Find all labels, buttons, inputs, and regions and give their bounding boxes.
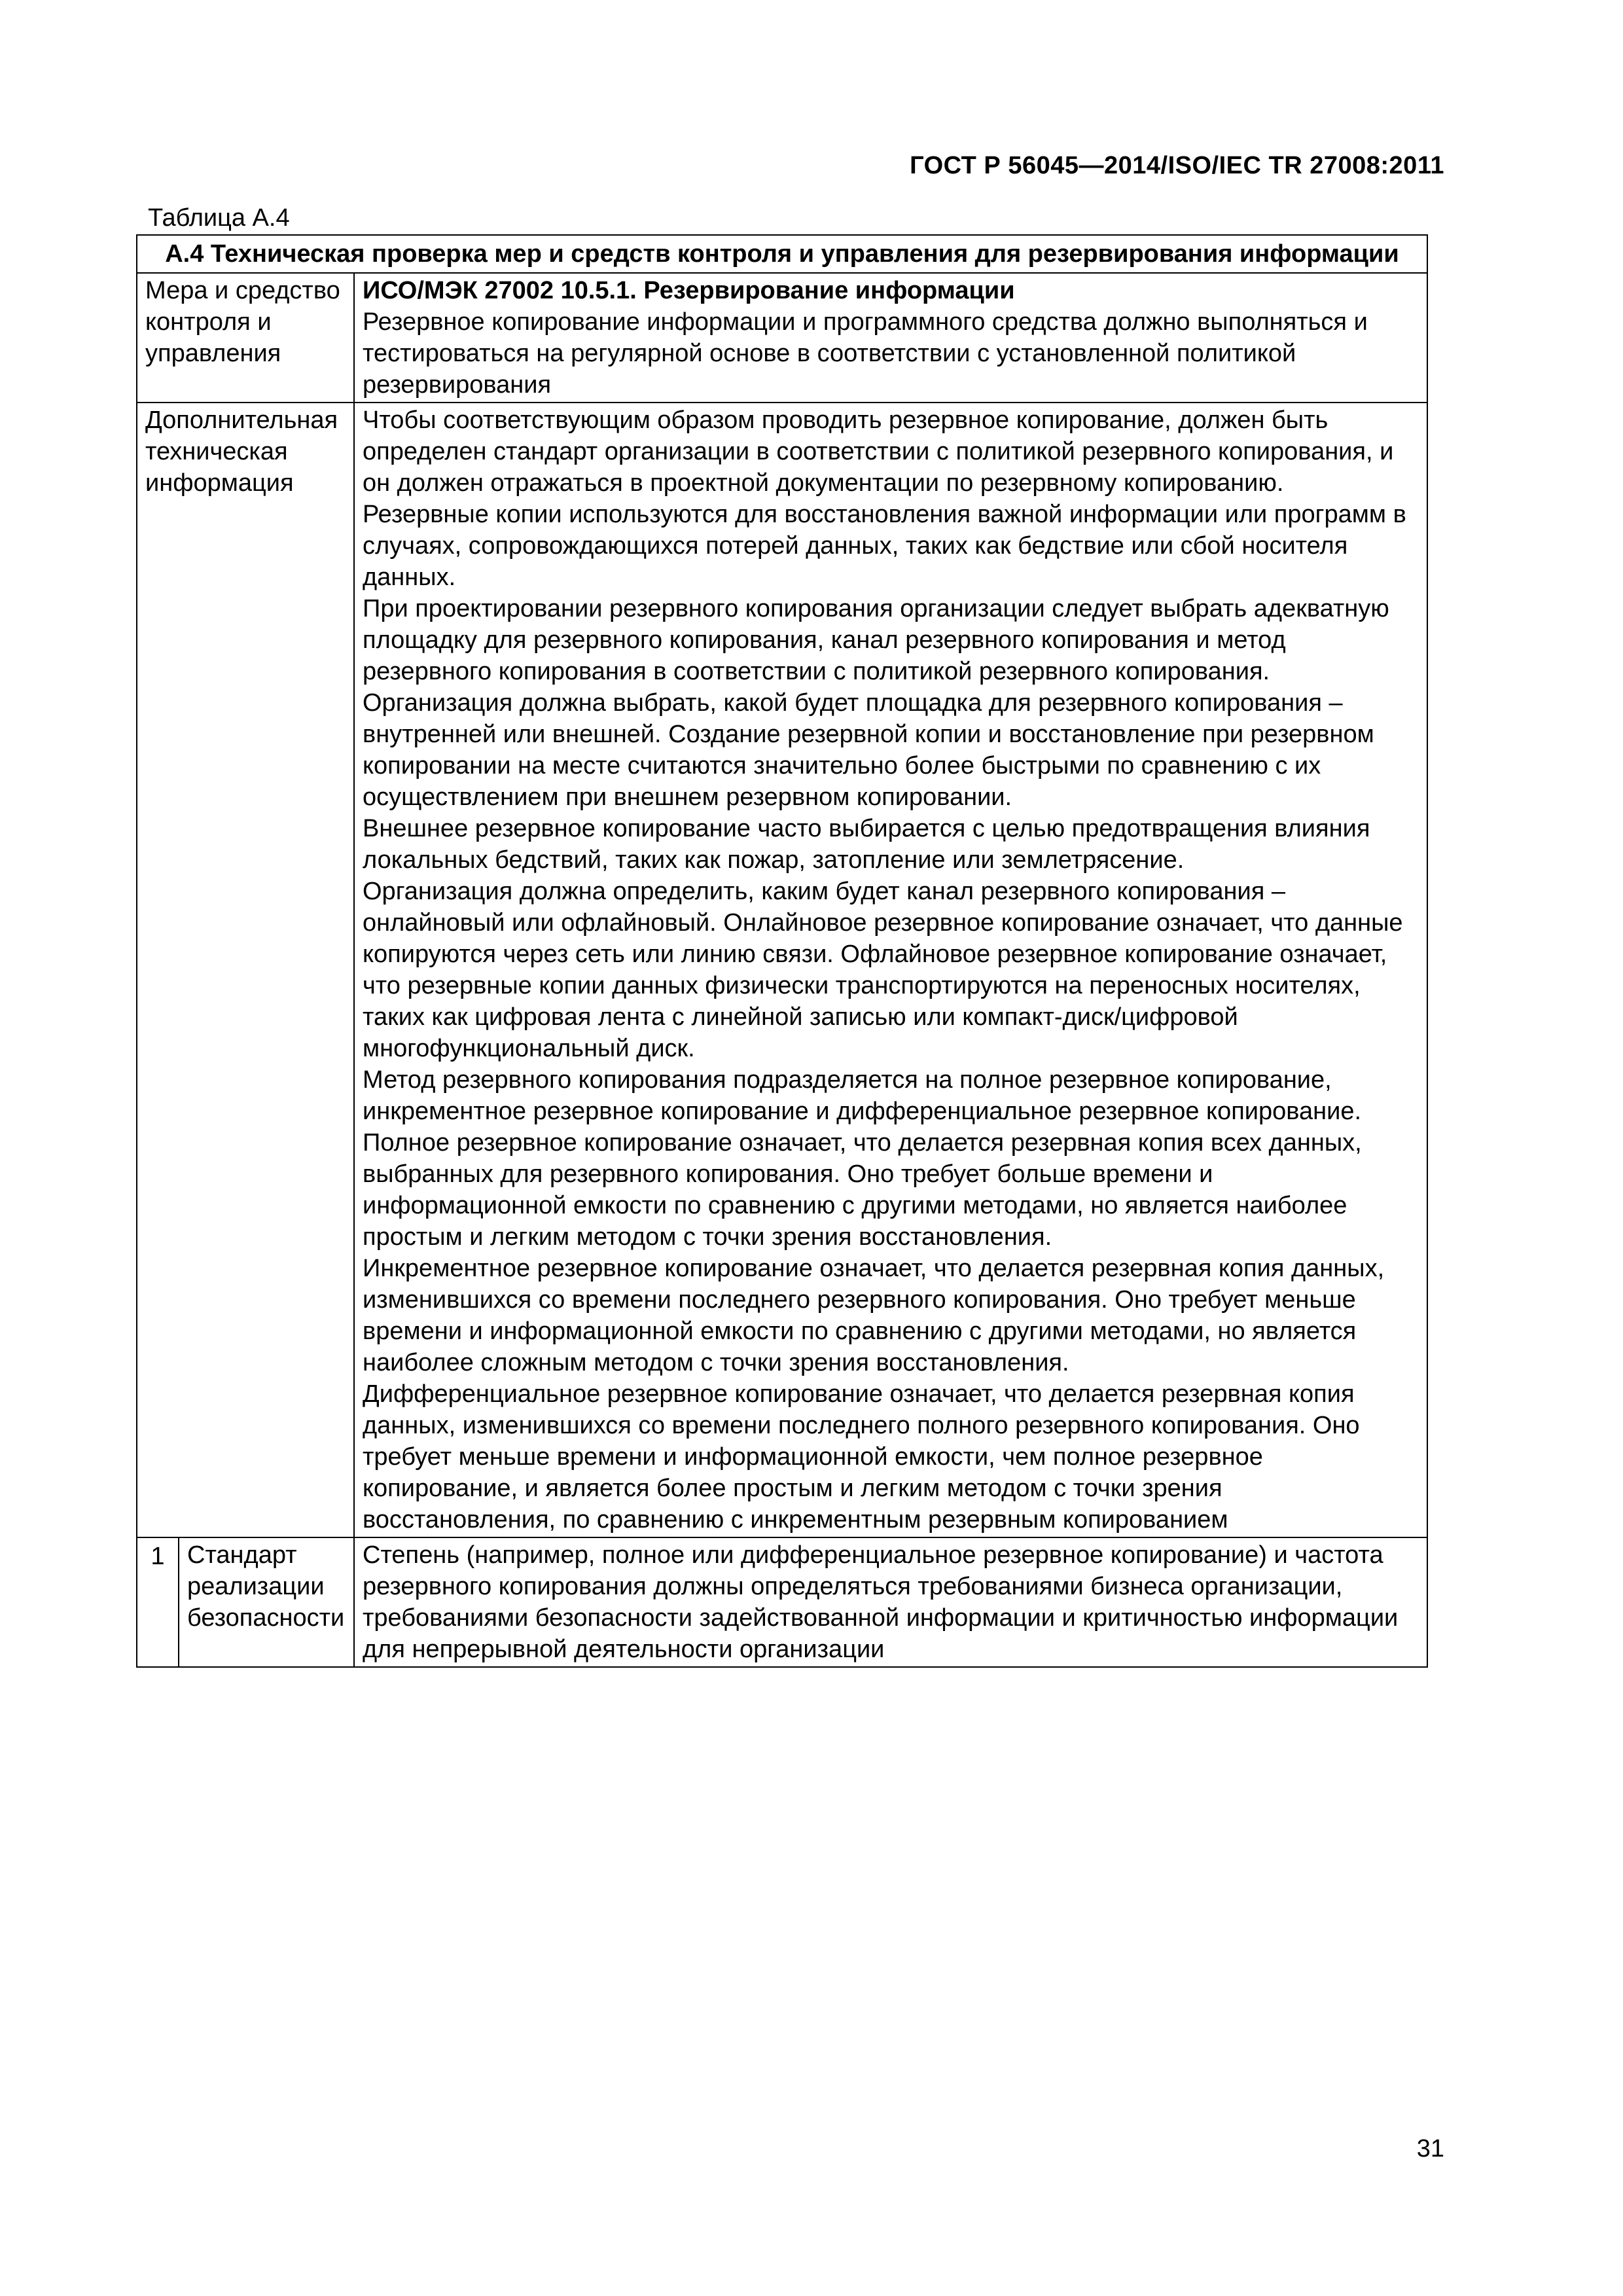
table-caption: Таблица А.4 (148, 204, 290, 232)
table-title: А.4 Техническая проверка мер и средств контроля и управления для резервирования информации (137, 235, 1427, 273)
table-row-control (137, 273, 1427, 403)
row-content-additional-info (354, 403, 1427, 1537)
table-row-additional-info (137, 403, 1427, 1537)
row-label-standard: Стандарт реализации безопасности (179, 1537, 354, 1667)
row-content-standard: Степень (например, полное или дифференциальное резервное копирование) и частота резервного копирования должны определяться требованиями бизнеса организации, требованиями безопасности задействованной информации и критичностью информации для непрерывной деятельности организации (354, 1537, 1427, 1667)
info-paragraph: Организация должна выбрать, какой будет площадка для резервного копирования – внутренней или внешней. Создание резервной копии и восстановление при резервном копировании на месте считаются значительно более быстрыми по сравнению с их осуществлением при внешнем резервном копировании. (363, 689, 1374, 811)
info-paragraph: Метод резервного копирования подразделяется на полное резервное копирование, инкрементное резервное копирование и дифференциальное резервное копирование. (363, 1066, 1362, 1125)
row-label-additional-info: Дополнительная техническая информация (137, 403, 354, 1537)
info-paragraph: Резервные копии используются для восстановления важной информации или программ в случаях, сопровождающихся потерей данных, таких как бедствие или сбой носителя данных. (363, 501, 1406, 591)
control-text: Резервное копирование информации и программного средства должно выполняться и тестироваться на регулярной основе в соответствии с установленной политикой резервирования (363, 308, 1368, 399)
spec-table (136, 234, 1428, 1668)
row-content-control (354, 273, 1427, 403)
page-number: 31 (1416, 2135, 1444, 2162)
info-paragraph: Внешнее резервное копирование часто выбирается с целью предотвращения влияния локальных бедствий, таких как пожар, затопление или землетрясение. (363, 815, 1370, 874)
info-paragraph: Дифференциальное резервное копирование означает, что делается резервная копия данных, изменившихся со времени последнего полного резервного копирования. Оно требует меньше времени и информационной емкости, чем полное резервное копирование, и является более простым и легким методом с точки зрения восстановления, по сравнению с инкрементным резервным копированием (363, 1380, 1360, 1534)
table-title-row (137, 235, 1427, 273)
row-number: 1 (137, 1537, 179, 1667)
info-paragraph: Организация должна определить, каким будет канал резервного копирования – онлайновый или офлайновый. Онлайновое резервное копирование означает, что данные копируются через сеть или линию связи. Офлайновое резервное копирование означает, что резервные копии данных физически транспортируются на переносных носителях, таких как цифровая лента с линейной записью или компакт-диск/цифровой многофункциональный диск. (363, 878, 1403, 1062)
document-header: ГОСТ Р 56045—2014/ISO/IEC TR 27008:2011 (910, 152, 1444, 179)
info-paragraph: Чтобы соответствующим образом проводить резервное копирование, должен быть определен стандарт организации в соответствии с политикой резервного копирования, и он должен отражаться в проектной документации по резервному копированию. (363, 406, 1394, 497)
info-paragraph: Инкрементное резервное копирование означает, что делается резервная копия данных, изменившихся со времени последнего резервного копирования. Оно требует меньше времени и информационной емкости по сравнению с другими методами, но является наиболее сложным методом с точки зрения восстановления. (363, 1255, 1385, 1376)
control-heading: ИСО/МЭК 27002 10.5.1. Резервирование информации (363, 277, 1015, 304)
table-row-standard (137, 1537, 1427, 1667)
row-label-control: Мера и средство контроля и управления (137, 273, 354, 403)
info-paragraph: Полное резервное копирование означает, что делается резервная копия всех данных, выбранных для резервного копирования. Оно требует больше времени и информационной емкости по сравнению с другими методами, но является наиболее простым и легким методом с точки зрения восстановления. (363, 1129, 1362, 1251)
info-paragraph: При проектировании резервного копирования организации следует выбрать адекватную площадку для резервного копирования, канал резервного копирования и метод резервного копирования в соответствии с политикой резервного копирования. (363, 595, 1389, 685)
